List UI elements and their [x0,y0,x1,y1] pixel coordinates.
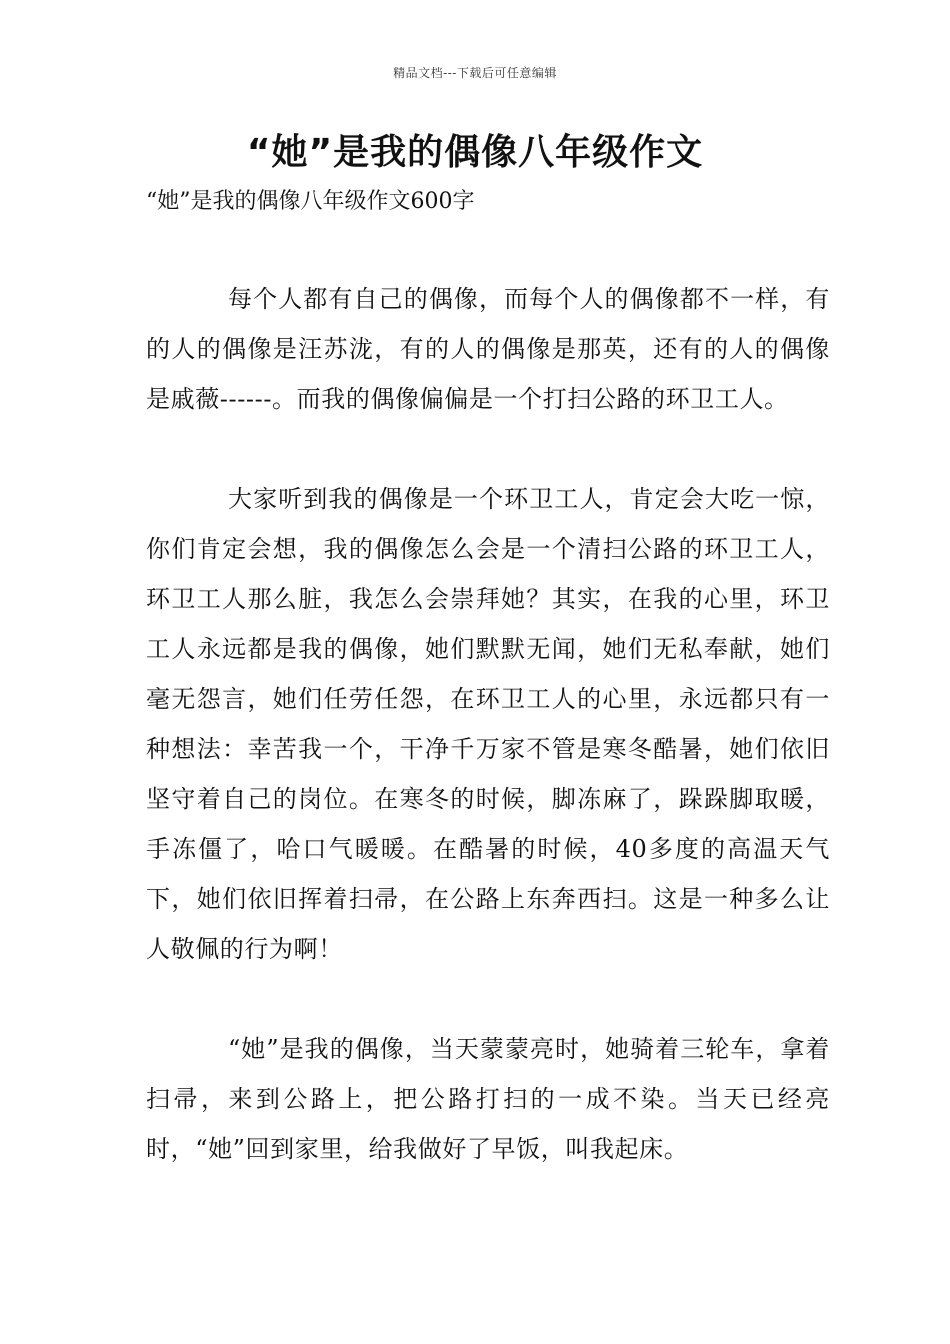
paragraph-2: 大家听到我的偶像是一个环卫工人，肯定会大吃一惊，你们肯定会想，我的偶像怎么会是一个清扫公路的环卫工人，环卫工人那么脏，我怎么会崇拜她？其实，在我的心里，环卫工人永远都是我的偶像，她们默默无闻，她们无私奉献，她们毫无怨言，她们任劳任怨，在环卫工人的心里，永远都只有一种想法：幸苦我一个，干净千万家不管是寒冬酷暑，她们依旧坚守着自己的岗位。在寒冬的时候，脚冻麻了，跺跺脚取暖，手冻僵了，哈口气暖暖。在酷暑的时候，40多度的高温天气下，她们依旧挥着扫帚，在公路上东奔西扫。这是一种多么让人敬佩的行为啊！ [146,485,830,963]
header-note: 精品文档---下载后可任意编辑 [393,66,557,80]
paragraph-3: “她”是我的偶像，当天蒙蒙亮时，她骑着三轮车，拿着扫帚，来到公路上，把公路打扫的一成不染。当天已经亮时，“她”回到家里，给我做好了早饭，叫我起床。 [146,1035,830,1163]
document-subtitle: “她”是我的偶像八年级作文600字 [146,189,475,214]
document-title: “她”是我的偶像八年级作文 [246,132,704,173]
paragraph-1: 每个人都有自己的偶像，而每个人的偶像都不一样，有的人的偶像是汪苏泷，有的人的偶像是那英，还有的人的偶像是戚薇------。而我的偶像偏偏是一个打扫公路的环卫工人。 [146,285,830,413]
essay-body [146,274,830,1174]
